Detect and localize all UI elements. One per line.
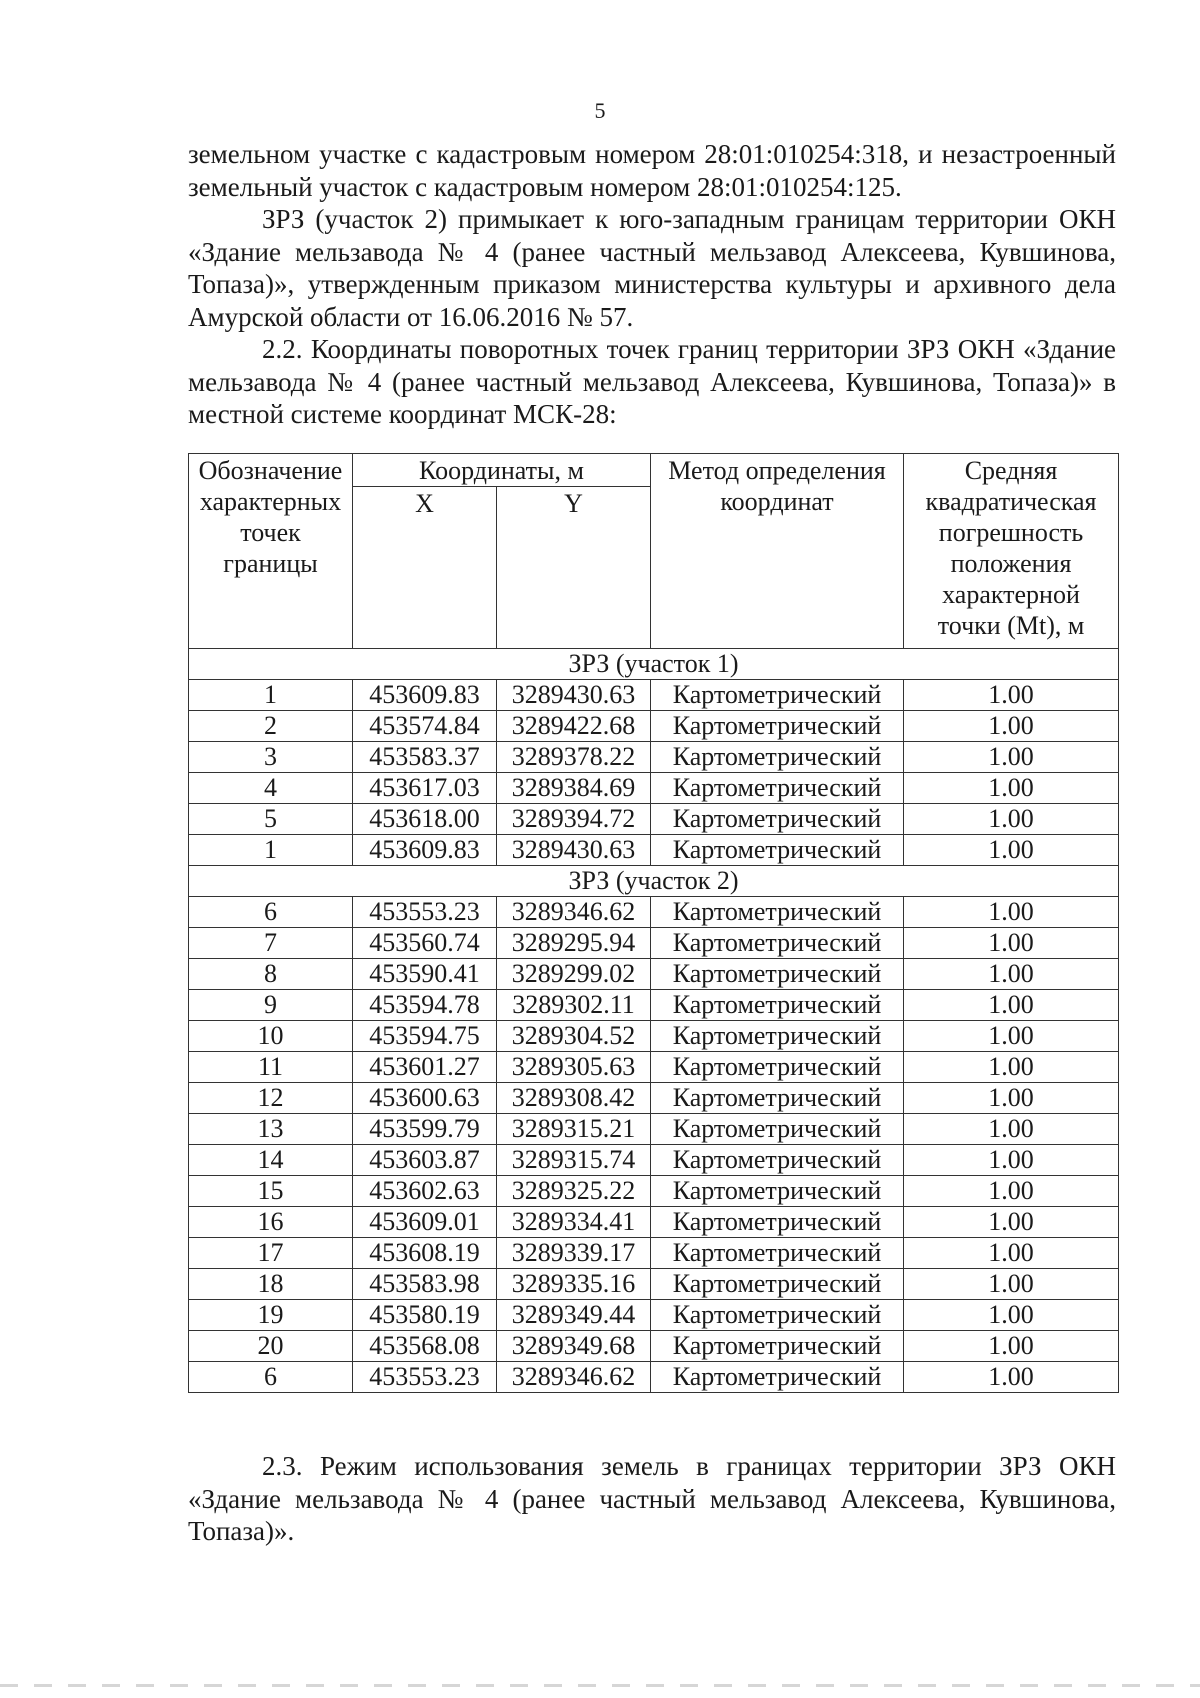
x-cell: 453600.63 xyxy=(353,1083,497,1114)
point-cell: 1 xyxy=(189,835,353,866)
table-row xyxy=(189,835,1119,866)
error-cell: 1.00 xyxy=(904,897,1119,928)
y-cell: 3289304.52 xyxy=(497,1021,651,1052)
y-cell: 3289346.62 xyxy=(497,1362,651,1393)
x-cell: 453609.01 xyxy=(353,1207,497,1238)
point-cell: 6 xyxy=(189,1362,353,1393)
x-cell: 453599.79 xyxy=(353,1114,497,1145)
y-cell: 3289308.42 xyxy=(497,1083,651,1114)
point-cell: 5 xyxy=(189,804,353,835)
error-cell: 1.00 xyxy=(904,1238,1119,1269)
method-cell: Картометрический xyxy=(651,680,904,711)
error-cell: 1.00 xyxy=(904,711,1119,742)
error-cell: 1.00 xyxy=(904,1207,1119,1238)
x-cell: 453608.19 xyxy=(353,1238,497,1269)
error-cell: 1.00 xyxy=(904,990,1119,1021)
x-cell: 453602.63 xyxy=(353,1176,497,1207)
point-cell: 16 xyxy=(189,1207,353,1238)
point-cell: 9 xyxy=(189,990,353,1021)
table-row xyxy=(189,990,1119,1021)
x-cell: 453568.08 xyxy=(353,1331,497,1362)
table-row xyxy=(189,1145,1119,1176)
point-cell: 8 xyxy=(189,959,353,990)
y-cell: 3289315.21 xyxy=(497,1114,651,1145)
table-row xyxy=(189,804,1119,835)
point-cell: 15 xyxy=(189,1176,353,1207)
table-row xyxy=(189,1331,1119,1362)
table-row xyxy=(189,1238,1119,1269)
method-cell: Картометрический xyxy=(651,1176,904,1207)
table-row xyxy=(189,1269,1119,1300)
point-cell: 6 xyxy=(189,897,353,928)
method-cell: Картометрический xyxy=(651,897,904,928)
x-cell: 453618.00 xyxy=(353,804,497,835)
table-row xyxy=(189,1021,1119,1052)
table-row xyxy=(189,742,1119,773)
header-x: X xyxy=(353,487,497,649)
y-cell: 3289315.74 xyxy=(497,1145,651,1176)
x-cell: 453553.23 xyxy=(353,1362,497,1393)
intro-text xyxy=(188,138,1116,431)
table-row xyxy=(189,1300,1119,1331)
x-cell: 453594.75 xyxy=(353,1021,497,1052)
error-cell: 1.00 xyxy=(904,835,1119,866)
x-cell: 453580.19 xyxy=(353,1300,497,1331)
method-cell: Картометрический xyxy=(651,773,904,804)
error-cell: 1.00 xyxy=(904,1331,1119,1362)
y-cell: 3289378.22 xyxy=(497,742,651,773)
error-cell: 1.00 xyxy=(904,1176,1119,1207)
error-cell: 1.00 xyxy=(904,804,1119,835)
section-title: ЗРЗ (участок 1) xyxy=(189,649,1119,680)
y-cell: 3289339.17 xyxy=(497,1238,651,1269)
point-cell: 3 xyxy=(189,742,353,773)
table-row xyxy=(189,1114,1119,1145)
table-row xyxy=(189,1176,1119,1207)
table-row xyxy=(189,897,1119,928)
coordinates-table xyxy=(188,453,1119,1393)
paragraph-land-use: 2.3. Режим использования земель в границах территории ЗРЗ ОКН «Здание мельзавода № 4 (ранее частный мельзавод Алексеева, Кувшинова, Топаза)». xyxy=(188,1451,1116,1546)
header-method: Метод определения координат xyxy=(651,454,904,649)
y-cell: 3289325.22 xyxy=(497,1176,651,1207)
section-row xyxy=(189,649,1119,680)
x-cell: 453594.78 xyxy=(353,990,497,1021)
method-cell: Картометрический xyxy=(651,959,904,990)
point-cell: 18 xyxy=(189,1269,353,1300)
method-cell: Картометрический xyxy=(651,1269,904,1300)
y-cell: 3289302.11 xyxy=(497,990,651,1021)
error-cell: 1.00 xyxy=(904,1114,1119,1145)
method-cell: Картометрический xyxy=(651,1362,904,1393)
method-cell: Картометрический xyxy=(651,1083,904,1114)
error-cell: 1.00 xyxy=(904,1021,1119,1052)
point-cell: 12 xyxy=(189,1083,353,1114)
point-cell: 11 xyxy=(189,1052,353,1083)
method-cell: Картометрический xyxy=(651,804,904,835)
x-cell: 453603.87 xyxy=(353,1145,497,1176)
table-row xyxy=(189,680,1119,711)
method-cell: Картометрический xyxy=(651,990,904,1021)
x-cell: 453583.98 xyxy=(353,1269,497,1300)
point-cell: 4 xyxy=(189,773,353,804)
x-cell: 453583.37 xyxy=(353,742,497,773)
method-cell: Картометрический xyxy=(651,928,904,959)
y-cell: 3289299.02 xyxy=(497,959,651,990)
paragraph-adjacency: ЗРЗ (участок 2) примыкает к юго-западным границам территории ОКН «Здание мельзавода № 4 (ранее частный мельзавод Алексеева, Кувшинова, Топаза)», утвержденным приказом министерства культуры и архивного дела Амурской области от 16.06.2016 № 57. xyxy=(188,204,1116,332)
method-cell: Картометрический xyxy=(651,1331,904,1362)
error-cell: 1.00 xyxy=(904,959,1119,990)
error-cell: 1.00 xyxy=(904,773,1119,804)
x-cell: 453553.23 xyxy=(353,897,497,928)
error-cell: 1.00 xyxy=(904,1362,1119,1393)
table-row xyxy=(189,928,1119,959)
x-cell: 453560.74 xyxy=(353,928,497,959)
error-cell: 1.00 xyxy=(904,680,1119,711)
y-cell: 3289394.72 xyxy=(497,804,651,835)
method-cell: Картометрический xyxy=(651,835,904,866)
y-cell: 3289346.62 xyxy=(497,897,651,928)
y-cell: 3289384.69 xyxy=(497,773,651,804)
table-row xyxy=(189,1207,1119,1238)
point-cell: 2 xyxy=(189,711,353,742)
error-cell: 1.00 xyxy=(904,1052,1119,1083)
paragraph-parcels: земельном участке с кадастровым номером 28:01:010254:318, и незастроенный земельный участок с кадастровым номером 28:01:010254:125. xyxy=(188,139,1116,202)
point-cell: 10 xyxy=(189,1021,353,1052)
header-coords: Координаты, м xyxy=(353,454,651,487)
point-cell: 19 xyxy=(189,1300,353,1331)
table-row xyxy=(189,711,1119,742)
x-cell: 453590.41 xyxy=(353,959,497,990)
method-cell: Картометрический xyxy=(651,1207,904,1238)
y-cell: 3289335.16 xyxy=(497,1269,651,1300)
point-cell: 14 xyxy=(189,1145,353,1176)
table-row xyxy=(189,1362,1119,1393)
error-cell: 1.00 xyxy=(904,1269,1119,1300)
table-row xyxy=(189,959,1119,990)
point-cell: 1 xyxy=(189,680,353,711)
method-cell: Картометрический xyxy=(651,1021,904,1052)
error-cell: 1.00 xyxy=(904,1145,1119,1176)
header-point: Обозначение характерных точек границы xyxy=(189,454,353,649)
y-cell: 3289305.63 xyxy=(497,1052,651,1083)
method-cell: Картометрический xyxy=(651,711,904,742)
x-cell: 453609.83 xyxy=(353,835,497,866)
section-row xyxy=(189,866,1119,897)
header-y: Y xyxy=(497,487,651,649)
error-cell: 1.00 xyxy=(904,928,1119,959)
table-row xyxy=(189,1052,1119,1083)
method-cell: Картометрический xyxy=(651,1145,904,1176)
method-cell: Картометрический xyxy=(651,1238,904,1269)
error-cell: 1.00 xyxy=(904,1083,1119,1114)
method-cell: Картометрический xyxy=(651,742,904,773)
point-cell: 7 xyxy=(189,928,353,959)
closing-text xyxy=(188,1450,1116,1548)
y-cell: 3289295.94 xyxy=(497,928,651,959)
error-cell: 1.00 xyxy=(904,742,1119,773)
table-header-row xyxy=(189,454,1119,487)
error-cell: 1.00 xyxy=(904,1300,1119,1331)
method-cell: Картометрический xyxy=(651,1052,904,1083)
paragraph-coordinates-intro: 2.2. Координаты поворотных точек границ территории ЗРЗ ОКН «Здание мельзавода № 4 (ранее частный мельзавод Алексеева, Кувшинова, Топаза)» в местной системе координат МСК-28: xyxy=(188,334,1116,429)
y-cell: 3289430.63 xyxy=(497,680,651,711)
x-cell: 453601.27 xyxy=(353,1052,497,1083)
coordinates-table-body xyxy=(189,454,1119,1393)
x-cell: 453617.03 xyxy=(353,773,497,804)
scan-edge-noise xyxy=(0,1684,1200,1687)
y-cell: 3289422.68 xyxy=(497,711,651,742)
method-cell: Картометрический xyxy=(651,1300,904,1331)
section-title: ЗРЗ (участок 2) xyxy=(189,866,1119,897)
table-row xyxy=(189,1083,1119,1114)
x-cell: 453574.84 xyxy=(353,711,497,742)
y-cell: 3289349.68 xyxy=(497,1331,651,1362)
table-row xyxy=(189,773,1119,804)
x-cell: 453609.83 xyxy=(353,680,497,711)
point-cell: 17 xyxy=(189,1238,353,1269)
y-cell: 3289334.41 xyxy=(497,1207,651,1238)
header-error: Средняя квадратическая погрешность положения характерной точки (Mt), м xyxy=(904,454,1119,649)
point-cell: 20 xyxy=(189,1331,353,1362)
point-cell: 13 xyxy=(189,1114,353,1145)
page-number: 5 xyxy=(594,98,606,123)
y-cell: 3289349.44 xyxy=(497,1300,651,1331)
method-cell: Картометрический xyxy=(651,1114,904,1145)
y-cell: 3289430.63 xyxy=(497,835,651,866)
